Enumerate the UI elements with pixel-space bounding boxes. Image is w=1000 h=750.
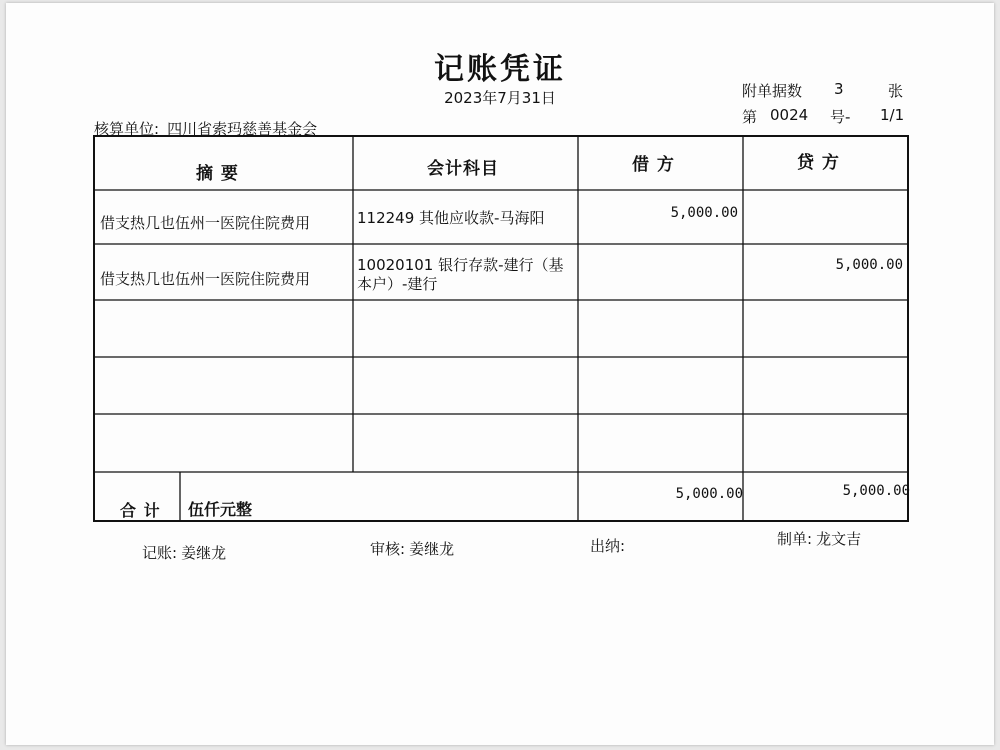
total-debit: 5,000.00	[675, 486, 743, 502]
accounting-unit-name: 四川省索玛慈善基金会	[167, 120, 318, 138]
voucher-number-suffix: 号-	[830, 108, 851, 126]
header-debit: 借 方	[632, 155, 675, 175]
total-credit: 5,000.00	[842, 483, 910, 499]
reviewer-label: 审核:	[370, 540, 406, 558]
header-summary: 摘 要	[196, 164, 239, 184]
reviewer-signature	[370, 538, 454, 559]
total-amount-words: 伍仟元整	[188, 500, 253, 519]
preparer-signature	[777, 528, 861, 549]
table-border	[94, 136, 908, 521]
attachments-unit: 张	[888, 82, 904, 100]
voucher-number-value: 0024	[770, 106, 809, 124]
voucher-number-prefix: 第	[742, 108, 758, 126]
row1-summary: 借支热几也伍州一医院住院费用	[100, 214, 311, 232]
total-label: 合 计	[120, 501, 161, 520]
row2-credit: 5,000.00	[835, 257, 903, 273]
row1-account: 112249 其他应收款-马海阳	[357, 209, 545, 227]
header-credit: 贷 方	[797, 153, 840, 173]
row2-summary: 借支热几也伍州一医院住院费用	[100, 270, 311, 288]
voucher-date: 2023年7月31日	[444, 89, 556, 107]
attachments-label: 附单据数	[742, 82, 803, 100]
bookkeeper-signature	[142, 542, 226, 563]
voucher-page: 1/1	[880, 106, 905, 124]
row1-debit: 5,000.00	[670, 205, 738, 221]
preparer-name: 龙文吉	[816, 530, 862, 548]
bookkeeper-label: 记账:	[142, 544, 178, 562]
attachments-count: 3	[834, 80, 844, 98]
accounting-unit-label: 核算单位:	[94, 120, 160, 138]
header-account: 会计科目	[427, 159, 499, 179]
cashier-signature	[590, 535, 629, 556]
preparer-label: 制单:	[777, 530, 813, 548]
row2-account: 10020101 银行存款-建行（基本户）-建行	[357, 256, 564, 293]
bookkeeper-name: 姜继龙	[181, 544, 227, 562]
voucher-title: 记账凭证	[434, 52, 566, 87]
reviewer-name: 姜继龙	[409, 540, 455, 558]
cashier-label: 出纳:	[590, 537, 626, 555]
